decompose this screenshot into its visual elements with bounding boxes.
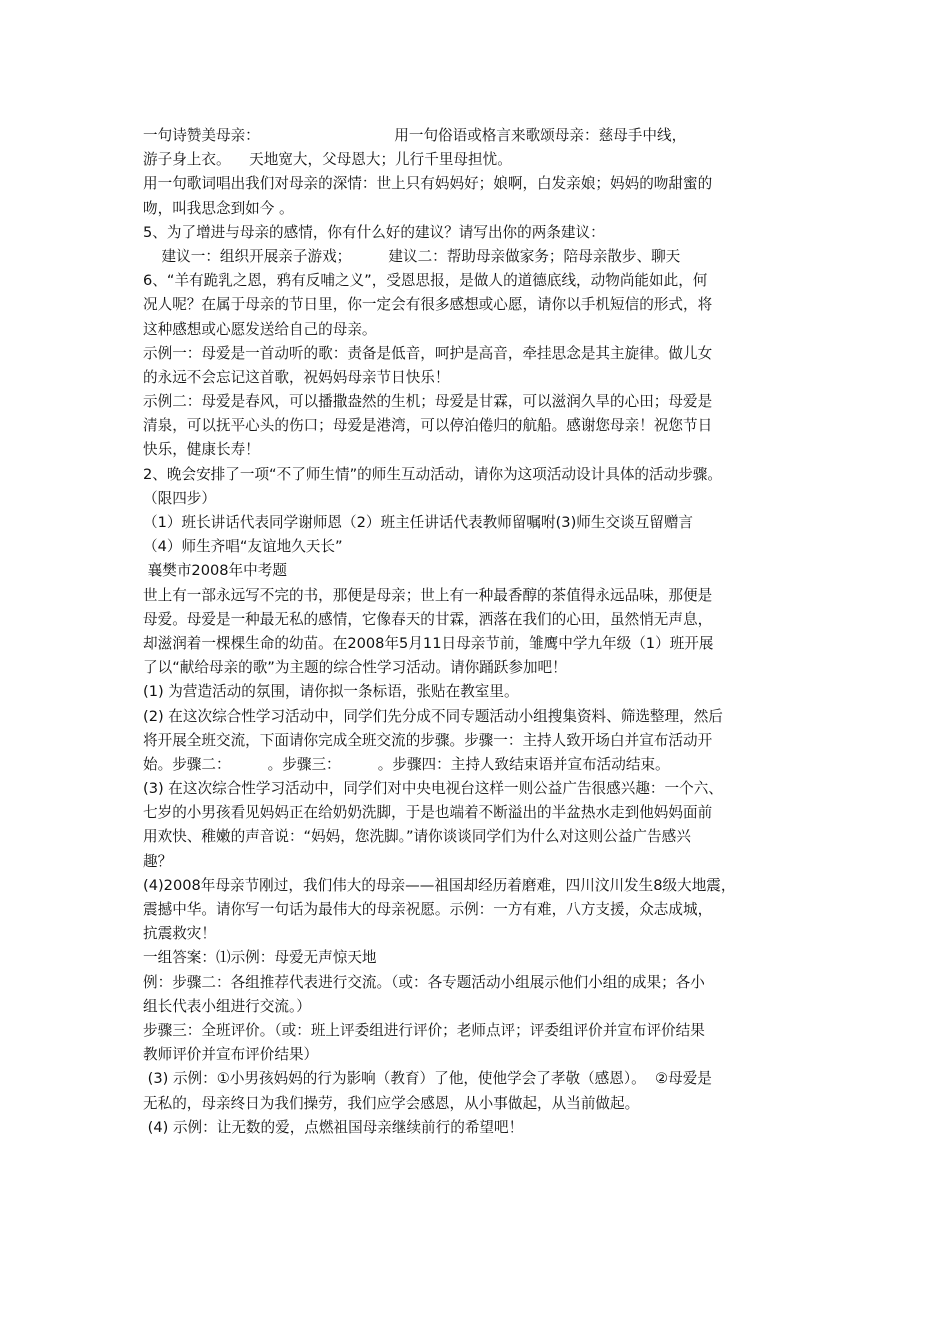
text-line: 世上有一部永远写不完的书，那便是母亲；世上有一种最香醇的茶值得永远品味，那便是: [143, 586, 713, 604]
text-line: （限四步）: [143, 489, 216, 507]
text-line: (2) 在这次综合性学习活动中，同学们先分成不同专题活动小组搜集资料、筛选整理，然后: [143, 707, 723, 725]
text-line: （1）班长讲话代表同学谢师恩（2）班主任讲话代表教师留嘱咐(3)师生交谈互留赠言: [143, 514, 694, 531]
text-line: 吻，叫我思念到如今 。: [143, 199, 294, 217]
text-line: 将开展全班交流，下面请你完成全班交流的步骤。步骤一：主持人致开场白并宣布活动开: [143, 731, 713, 749]
answer-line: 步骤三：全班评价。（或：班上评委组进行评价；老师点评；评委组评价并宣布评价结果: [143, 1021, 705, 1039]
text-line: 建议一：组织开展亲子游戏； 建议二：帮助母亲做家务；陪母亲散步、聊天: [143, 247, 681, 265]
answer-line: 教师评价并宣布评价结果）: [143, 1046, 319, 1064]
text-line: (4)2008年母亲节刚过，我们伟大的母亲——祖国却经历着磨难，四川汶川发生8级大地震，: [143, 876, 736, 894]
section-heading: 襄樊市2008年中考题: [143, 562, 287, 580]
text-line: 2、晚会安排了一项“不了师生情”的师生互动活动，请你为这项活动设计具体的活动步骤。: [143, 465, 722, 483]
text-line: (1) 为营造活动的氛围，请你拟一条标语，张贴在教室里。: [143, 683, 519, 701]
document-body: [143, 124, 823, 1140]
text-line: 快乐，健康长寿！: [143, 441, 260, 459]
text-line: 一句诗赞美母亲： 用一句俗语或格言来歌颂母亲：慈母手中线，: [143, 127, 687, 144]
text-line: 的永远不会忘记这首歌，祝妈妈母亲节日快乐！: [143, 368, 450, 386]
text-line: 却滋润着一棵棵生命的幼苗。在2008年5月11日母亲节前，雏鹰中学九年级（1）班开展: [143, 634, 714, 652]
text-line: 始。步骤二： 。步骤三： 。步骤四：主持人致结束语并宣布活动结束。: [143, 755, 670, 773]
answer-line: 无私的，母亲终日为我们操劳，我们应学会感恩，从小事做起，从当前做起。: [143, 1094, 640, 1112]
text-line: 了以“献给母亲的歌”为主题的综合性学习活动。请你踊跃参加吧！: [143, 659, 567, 677]
text-line: （4）师生齐唱“友谊地久天长”: [143, 538, 343, 556]
text-line: 示例一：母爱是一首动听的歌：责备是低音，呵护是高音，牵挂思念是其主旋律。做儿女: [143, 344, 713, 362]
text-line: 清泉，可以抚平心头的伤口；母爱是港湾，可以停泊倦归的航船。感谢您母亲！祝您节日: [143, 417, 713, 435]
text-line: 趣？: [143, 852, 173, 870]
text-line: 母爱。母爱是一种最无私的感情，它像春天的甘霖，洒落在我们的心田，虽然悄无声息，: [143, 610, 713, 628]
answer-line: (3) 示例：①小男孩妈妈的行为影响（教育）了他，使他学会了孝敬（感恩）。 ②母爱是: [143, 1070, 712, 1088]
answer-line: 一组答案：⑴示例：母爱无声惊天地: [143, 949, 377, 967]
text-line: 游子身上衣。 天地宽大，父母恩大；儿行千里母担忧。: [143, 151, 512, 169]
text-line: 七岁的小男孩看见妈妈正在给奶奶洗脚，于是也端着不断溢出的半盆热水走到他妈妈面前: [143, 804, 713, 822]
text-line: (3) 在这次综合性学习活动中，同学们对中央电视台这样一则公益广告很感兴趣：一个六、: [143, 780, 723, 798]
answer-line: 组长代表小组进行交流。）: [143, 997, 311, 1015]
text-line: 抗震救灾！: [143, 925, 216, 943]
text-line: 示例二：母爱是春风，可以播撒盎然的生机；母爱是甘霖，可以滋润久旱的心田；母爱是: [143, 393, 713, 411]
answer-line: (4) 示例：让无数的爱，点燃祖国母亲继续前行的希望吧！: [143, 1118, 524, 1136]
answer-line: 例：步骤二：各组推荐代表进行交流。（或：各专题活动小组展示他们小组的成果；各小: [143, 973, 705, 991]
text-line: 况人呢？在属于母亲的节日里，你一定会有很多感想或心愿，请你以手机短信的形式，将: [143, 296, 713, 314]
text-line: 5、为了增进与母亲的感情，你有什么好的建议？请写出你的两条建议：: [143, 223, 605, 241]
text-line: 6、“羊有跪乳之恩，鸦有反哺之义”，受恩思报，是做人的道德底线，动物尚能如此，何: [143, 272, 708, 290]
text-line: 用欢快、稚嫩的声音说：“妈妈，您洗脚。”请你谈谈同学们为什么对这则公益广告感兴: [143, 828, 691, 846]
text-line: 这种感想或心愿发送给自己的母亲。: [143, 320, 377, 338]
text-line: 震撼中华。请你写一句话为最伟大的母亲祝愿。示例：一方有难，八方支援，众志成城，: [143, 901, 713, 918]
text-line: 用一句歌词唱出我们对母亲的深情：世上只有妈妈好；娘啊，白发亲娘；妈妈的吻甜蜜的: [143, 175, 713, 193]
